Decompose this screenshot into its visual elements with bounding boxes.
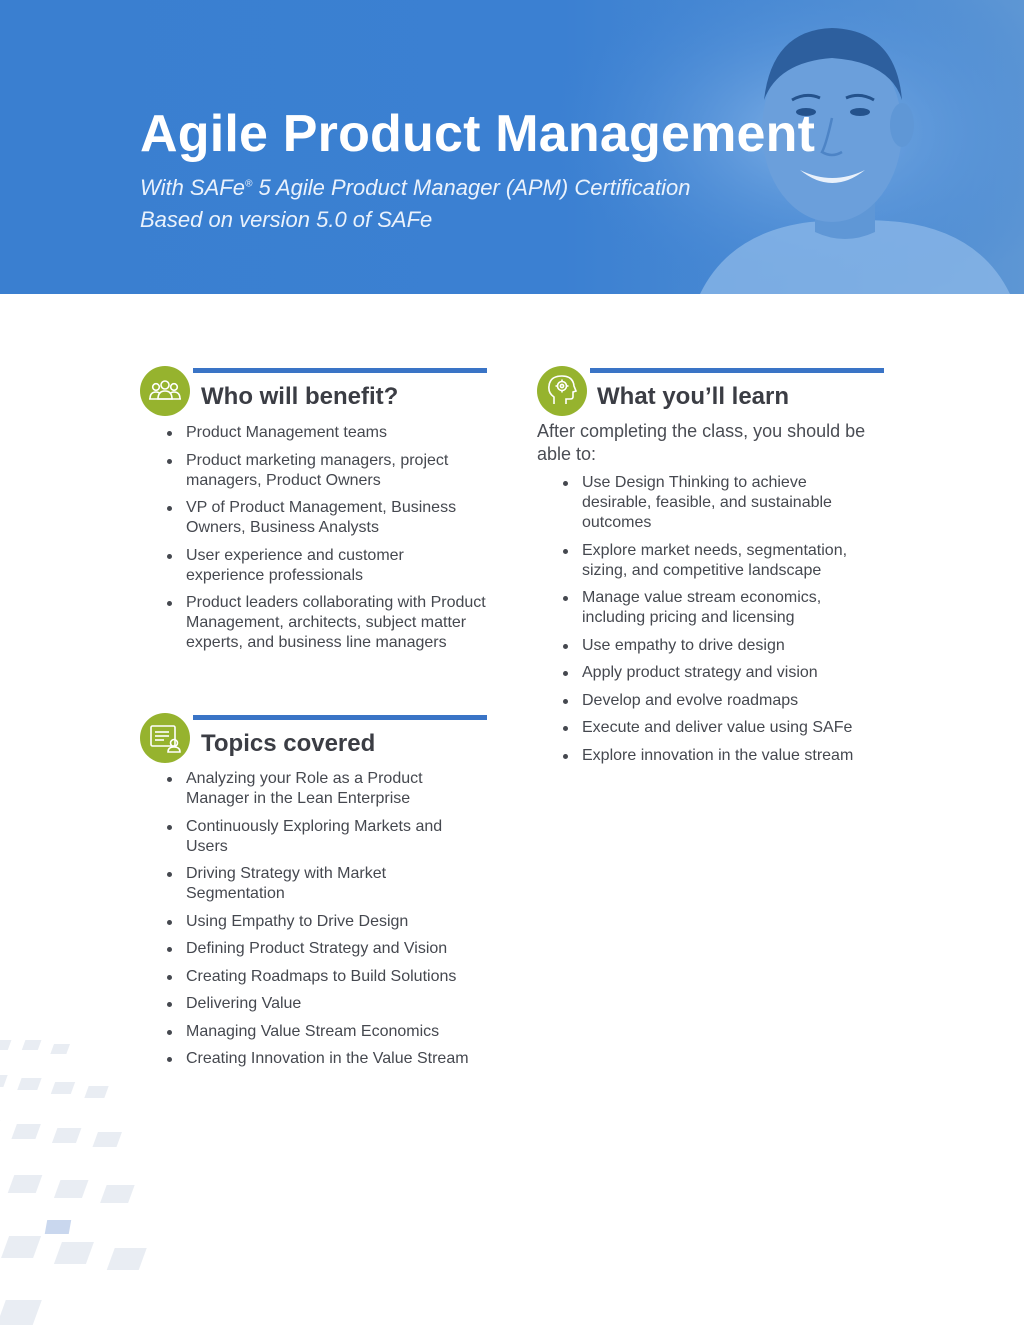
list-item: Product marketing managers, project managers, Product Owners <box>186 451 486 491</box>
list-item: Continuously Exploring Markets and Users <box>186 817 446 857</box>
list-item: Using Empathy to Drive Design <box>186 912 491 932</box>
learn-list <box>582 473 882 773</box>
topics-heading: Topics covered <box>201 730 376 757</box>
benefit-heading: Who will benefit? <box>201 383 399 410</box>
list-item: Driving Strategy with Market Segmentation <box>186 864 426 904</box>
list-item: Use Design Thinking to achieve desirable, feasible, and sustainable outcomes <box>582 473 857 533</box>
list-item: Managing Value Stream Economics <box>186 1022 491 1042</box>
learn-intro: After completing the class, you should be able to: <box>537 421 866 464</box>
section-rule <box>193 368 487 373</box>
list-item: Product Management teams <box>186 423 486 443</box>
list-item: Product leaders collaborating with Product Management, architects, subject matter experts, and business line managers <box>186 594 486 651</box>
benefit-list <box>186 423 486 661</box>
registered-mark: ® <box>244 178 253 190</box>
presentation-icon <box>140 713 190 763</box>
version-note: Based on version 5.0 of SAFe <box>140 207 433 232</box>
list-item: Explore market needs, segmentation, sizing, and competitive landscape <box>582 541 882 581</box>
list-item: Apply product strategy and vision <box>582 663 882 683</box>
list-item: Defining Product Strategy and Vision <box>186 939 491 959</box>
subtitle-text-rest: 5 Agile Product Manager (APM) Certification <box>252 175 691 200</box>
list-item: Manage value stream economics, including pricing and licensing <box>582 588 882 628</box>
list-item: VP of Product Management, Business Owners, Business Analysts <box>186 498 486 538</box>
page-subtitle <box>140 175 690 201</box>
list-item: Creating Innovation in the Value Stream <box>186 1049 491 1069</box>
decorative-grid-pattern <box>0 1000 260 1325</box>
subtitle-text: With SAFe <box>140 175 245 200</box>
page-title: Agile Product Management <box>140 105 816 163</box>
head-gear-icon <box>537 366 587 416</box>
list-item: Delivering Value <box>186 994 491 1014</box>
list-item: Analyzing your Role as a Product Manager in the Lean Enterprise <box>186 769 446 809</box>
list-item: Execute and deliver value using SAFe <box>582 718 882 738</box>
people-group-icon <box>140 366 190 416</box>
list-item: Develop and evolve roadmaps <box>582 691 882 711</box>
section-rule <box>590 368 884 373</box>
hero-banner <box>0 0 1024 294</box>
section-rule <box>193 715 487 720</box>
list-item: Use empathy to drive design <box>582 636 882 656</box>
list-item: Creating Roadmaps to Build Solutions <box>186 967 491 987</box>
list-item: User experience and customer experience professionals <box>186 546 486 586</box>
learn-heading: What you’ll learn <box>597 383 790 410</box>
list-item: Explore innovation in the value stream <box>582 746 882 766</box>
